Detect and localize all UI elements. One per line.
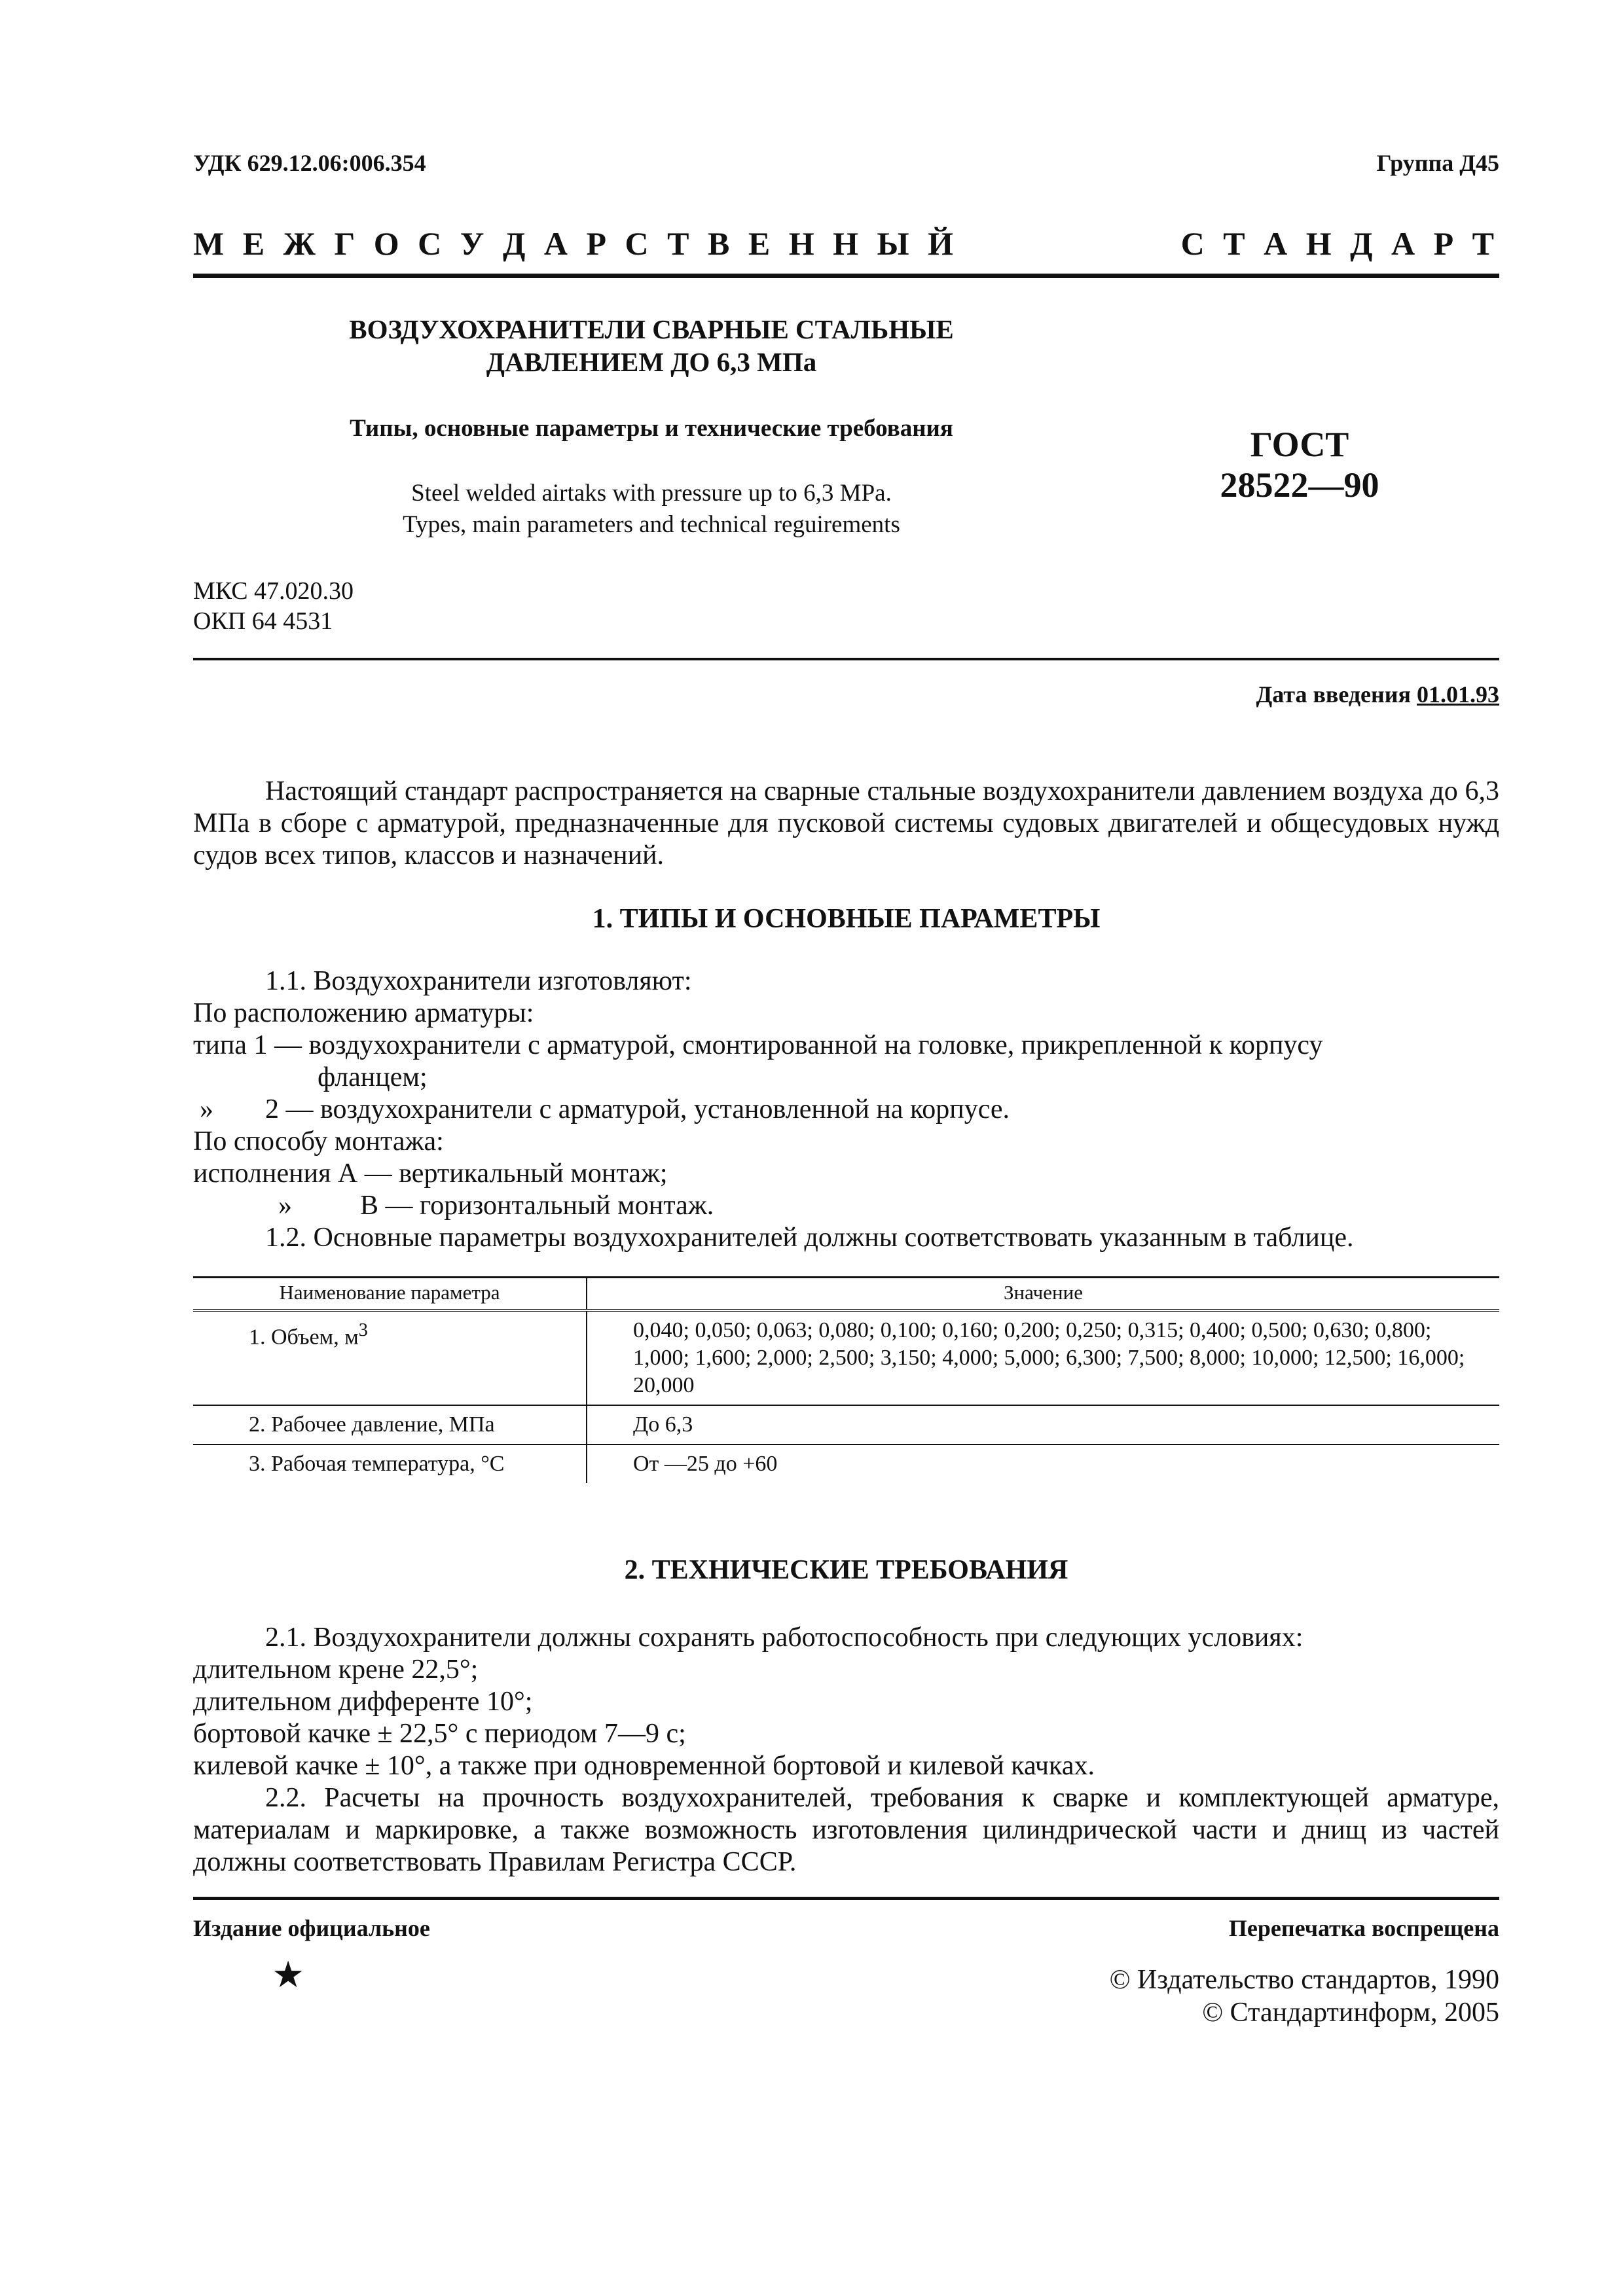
row-1-parameter-text: 1. Объем, м bbox=[249, 1325, 359, 1350]
banner-rule bbox=[193, 274, 1499, 278]
document-page bbox=[193, 0, 1499, 2296]
table-row bbox=[193, 1310, 1499, 1405]
english-title-line-2: Types, main parameters and technical reguirements bbox=[403, 511, 900, 538]
row-2-value: До 6,3 bbox=[587, 1405, 1499, 1444]
type-2-text: 2 — воздухохранители с арматурой, установленной на корпусе. bbox=[265, 1094, 1010, 1124]
header-parameter: Наименование параметра bbox=[193, 1276, 587, 1310]
gost-label: ГОСТ bbox=[1250, 425, 1349, 464]
reprint-prohibited: Перепечатка воспрещена bbox=[1228, 1915, 1499, 1941]
english-title bbox=[232, 478, 1070, 541]
header-value: Значение bbox=[587, 1276, 1499, 1310]
type-1-line: типа 1 — воздухохранители с арматурой, смонтированной на головке, прикрепленной к корпусу bbox=[193, 1030, 1323, 1060]
copyright-2005: © Стандартинформ, 2005 bbox=[1202, 1998, 1499, 2028]
table-top-rule bbox=[193, 1276, 1499, 1278]
table-row bbox=[193, 1444, 1499, 1483]
by-mounting-label: По способу монтажа: bbox=[193, 1126, 444, 1157]
udk-code: УДК 629.12.06:006.354 bbox=[193, 150, 426, 176]
row-2-parameter-text: 2. Рабочее давление, МПа bbox=[249, 1412, 495, 1437]
classification-codes bbox=[193, 576, 354, 636]
row-3-parameter-text: 3. Рабочая температура, °С bbox=[249, 1452, 505, 1476]
gost-designation bbox=[1175, 424, 1424, 505]
row-1-superscript: 3 bbox=[358, 1320, 368, 1340]
ditto-mark: » bbox=[278, 1191, 292, 1221]
star-icon: ★ bbox=[272, 1955, 305, 1996]
condition-pitch: килевой качке ± 10°, а также при одновременной бортовой и килевой качках. bbox=[193, 1751, 1095, 1781]
version-b-text: В — горизонтальный монтаж. bbox=[360, 1191, 714, 1221]
title-line-1: ВОЗДУХОХРАНИТЕЛИ СВАРНЫЕ СТАЛЬНЫЕ bbox=[349, 314, 954, 344]
type-2-line bbox=[193, 1094, 1499, 1126]
copyright-block bbox=[1110, 1964, 1499, 2029]
clause-1-1: 1.1. Воздухохранители изготовляют: bbox=[265, 966, 692, 996]
introduction-date bbox=[1256, 681, 1500, 708]
header-rule bbox=[193, 658, 1499, 660]
section-1-body bbox=[193, 965, 1499, 1254]
clause-1-2: 1.2. Основные параметры воздухохранителей должны соответствовать указанным в таблице. bbox=[265, 1223, 1354, 1253]
group-code: Группа Д45 bbox=[1376, 150, 1499, 176]
condition-roll: бортовой качке ± 22,5° с периодом 7—9 с; bbox=[193, 1719, 686, 1749]
row-1-value: 0,040; 0,050; 0,063; 0,080; 0,100; 0,160; 0,200; 0,250; 0,315; 0,400; 0,500; 0,630; 0,800; 1,000; 1,600; 2,000; 2,500; 3,150; 4,000; 5,000; 6,300; 7,500; 8,000; 10,000; 12,500; 16,000; 20,000 bbox=[587, 1310, 1499, 1405]
official-edition: Издание официальное bbox=[193, 1915, 430, 1941]
mks-code: МКС 47.020.30 bbox=[193, 577, 354, 605]
version-a-line: исполнения А — вертикальный монтаж; bbox=[193, 1158, 668, 1189]
intro-date-value: 01.01.93 bbox=[1417, 681, 1499, 708]
row-2-parameter bbox=[193, 1405, 587, 1444]
table-row bbox=[193, 1405, 1499, 1444]
gost-number: 28522—90 bbox=[1220, 465, 1379, 505]
condition-trim: длительном дифференте 10°; bbox=[193, 1687, 533, 1717]
ditto-mark: » bbox=[200, 1094, 213, 1124]
table-header-row bbox=[193, 1276, 1499, 1310]
english-title-line-1: Steel welded airtaks with pressure up to 6,3 MPa. bbox=[411, 480, 892, 507]
document-title bbox=[232, 313, 1070, 378]
version-b-line bbox=[193, 1190, 1499, 1222]
row-1-parameter bbox=[193, 1310, 587, 1405]
section-2-heading: 2. ТЕХНИЧЕСКИЕ ТРЕБОВАНИЯ bbox=[624, 1555, 1068, 1585]
banner-right: С Т А Н Д А Р Т bbox=[1180, 225, 1499, 262]
condition-heel: длительном крене 22,5°; bbox=[193, 1655, 479, 1685]
type-1-continuation: фланцем; bbox=[318, 1062, 428, 1092]
intro-paragraph: Настоящий стандарт распространяется на сварные стальные воздухохранители давлением воздуха до 6,3 МПа в сборе с арматурой, предназначенные для пусковой системы судовых двигателей и общесудовых нужд судов всех типов, классов и назначений. bbox=[193, 776, 1499, 870]
clause-2-2: 2.2. Расчеты на прочность воздухохранителей, требования к сварке и комплектующей арматуре, материалам и маркировке, а также возможность изготовления цилиндрической части и днищ из частей должны соответствовать Правилам Регистра СССР. bbox=[193, 1783, 1499, 1877]
copyright-1990: © Издательство стандартов, 1990 bbox=[1109, 1965, 1499, 1995]
banner-left: М Е Ж Г О С У Д А Р С Т В Е Н Н Ы Й bbox=[193, 225, 958, 262]
clause-2-1: 2.1. Воздухохранители должны сохранять работоспособность при следующих условиях: bbox=[265, 1623, 1304, 1653]
footer-rule bbox=[193, 1897, 1499, 1900]
document-subtitle: Типы, основные параметры и технические требования bbox=[350, 415, 953, 442]
by-fittings-label: По расположению арматуры: bbox=[193, 998, 534, 1028]
okp-code: ОКП 64 4531 bbox=[193, 607, 333, 635]
row-3-value: От —25 до +60 bbox=[633, 1452, 778, 1476]
row-3-parameter bbox=[193, 1444, 587, 1483]
section-2-body bbox=[193, 1622, 1499, 1878]
title-line-2: ДАВЛЕНИЕМ ДО 6,3 МПа bbox=[486, 347, 817, 377]
section-1-heading: 1. ТИПЫ И ОСНОВНЫЕ ПАРАМЕТРЫ bbox=[592, 904, 1101, 934]
intro-date-label: Дата введения bbox=[1256, 681, 1411, 708]
parameters-table bbox=[193, 1276, 1499, 1483]
